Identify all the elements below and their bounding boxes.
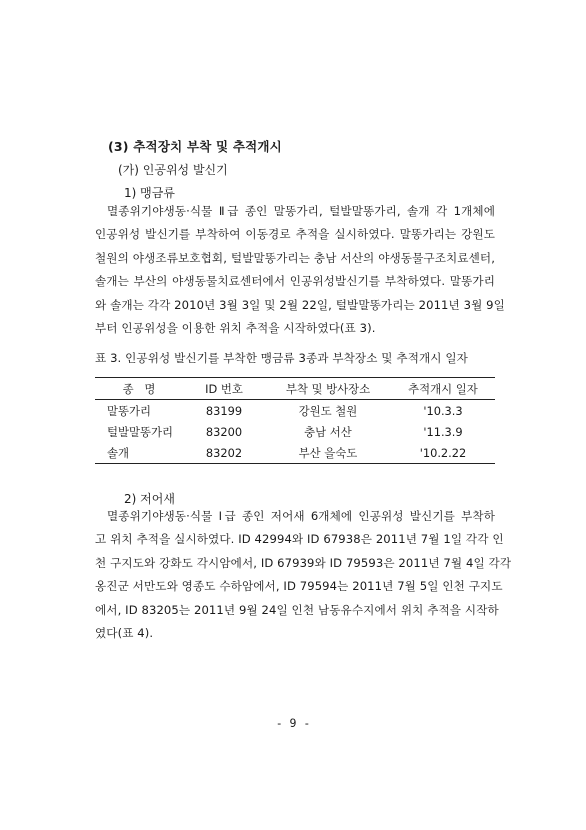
item-heading-raptors: 1) 맹금류 <box>124 186 175 200</box>
id-cell: 83199 <box>205 403 243 418</box>
paragraph-line: 솔개는 부산의 야생동물치료센터에서 인공위성발신기를 부착하였다. 말똥가리 <box>95 274 495 289</box>
paragraph-line: 였다(표 4). <box>95 626 154 641</box>
subsection-heading: (가) 인공위성 발신기 <box>118 163 228 177</box>
id-cell: 83200 <box>205 424 243 439</box>
table-caption: 표 3. 인공위성 발신기를 부착한 맹금류 3종과 부착장소 및 추적개시 일자 <box>95 351 468 365</box>
paragraph-line: 옹진군 서만도와 영종도 수하암에서, ID 79594는 2011년 7월 5일 인천 구지도 <box>95 579 503 594</box>
paragraph-line: 철원의 야생조류보호협회, 털발말똥가리는 충남 서산의 야생동물구조치료센터, <box>95 250 495 265</box>
date-cell: '10.3.3 <box>423 403 463 418</box>
page-number: - 9 - <box>275 716 311 730</box>
paragraph-line: 멸종위기야생동·식물 Ⅰ급 종인 저어새 6개체에 인공위성 발신기를 부착하 <box>107 509 495 523</box>
species-cell: 말똥가리 <box>107 403 152 418</box>
id-cell: 83202 <box>183 442 265 464</box>
date-cell: '11.3.9 <box>423 424 463 439</box>
table-header-row <box>95 378 495 400</box>
species-cell: 털발말똥가리 <box>107 424 174 439</box>
header-location: 부착 및 방사장소 <box>265 378 391 400</box>
item-heading-spoonbill: 2) 저어새 <box>124 492 175 506</box>
paragraph-line: 멸종위기야생동·식물 Ⅱ급 종인 말똥가리, 털발말똥가리, 솔개 각 1개체에 <box>107 204 495 218</box>
date-cell: '10.2.22 <box>391 442 495 464</box>
table-row <box>95 442 495 464</box>
paragraph-line: 와 솔개는 각각 2010년 3월 3일 및 2월 22일, 털발말똥가리는 2011년 3월 9일 <box>95 297 505 312</box>
paragraph-line: 고 위치 추적을 실시하였다. ID 42994와 ID 67938은 2011년 7월 1일 각각 인 <box>95 532 504 547</box>
section-heading: (3) 추적장치 부착 및 추적개시 <box>108 139 282 154</box>
raptor-table <box>95 377 495 464</box>
species-cell: 솔개 <box>95 442 183 464</box>
table-row <box>95 421 495 442</box>
table-row <box>95 400 495 422</box>
location-cell: 충남 서산 <box>304 424 352 439</box>
paragraph-line: 부터 인공위성을 이용한 위치 추적을 시작하였다(표 3). <box>95 321 376 336</box>
location-cell: 강원도 철원 <box>298 403 358 418</box>
paragraph-spoonbill <box>95 505 512 645</box>
header-id: ID 번호 <box>183 378 265 400</box>
location-cell: 부산 을숙도 <box>265 442 391 464</box>
header-start-date: 추적개시 일자 <box>391 378 495 400</box>
header-species: 종 명 <box>95 378 183 400</box>
paragraph-line: 인공위성 발신기를 부착하여 이동경로 추적을 실시하였다. 말똥가리는 강원도 <box>95 227 495 242</box>
paragraph-raptors <box>95 200 505 340</box>
paragraph-line: 천 구지도와 강화도 각시암에서, ID 67939와 ID 79593은 2011년 7월 4일 각각 <box>95 555 512 570</box>
paragraph-line: 에서, ID 83205는 2011년 9월 24일 인천 남동유수지에서 위치 추적을 시작하 <box>95 602 499 617</box>
